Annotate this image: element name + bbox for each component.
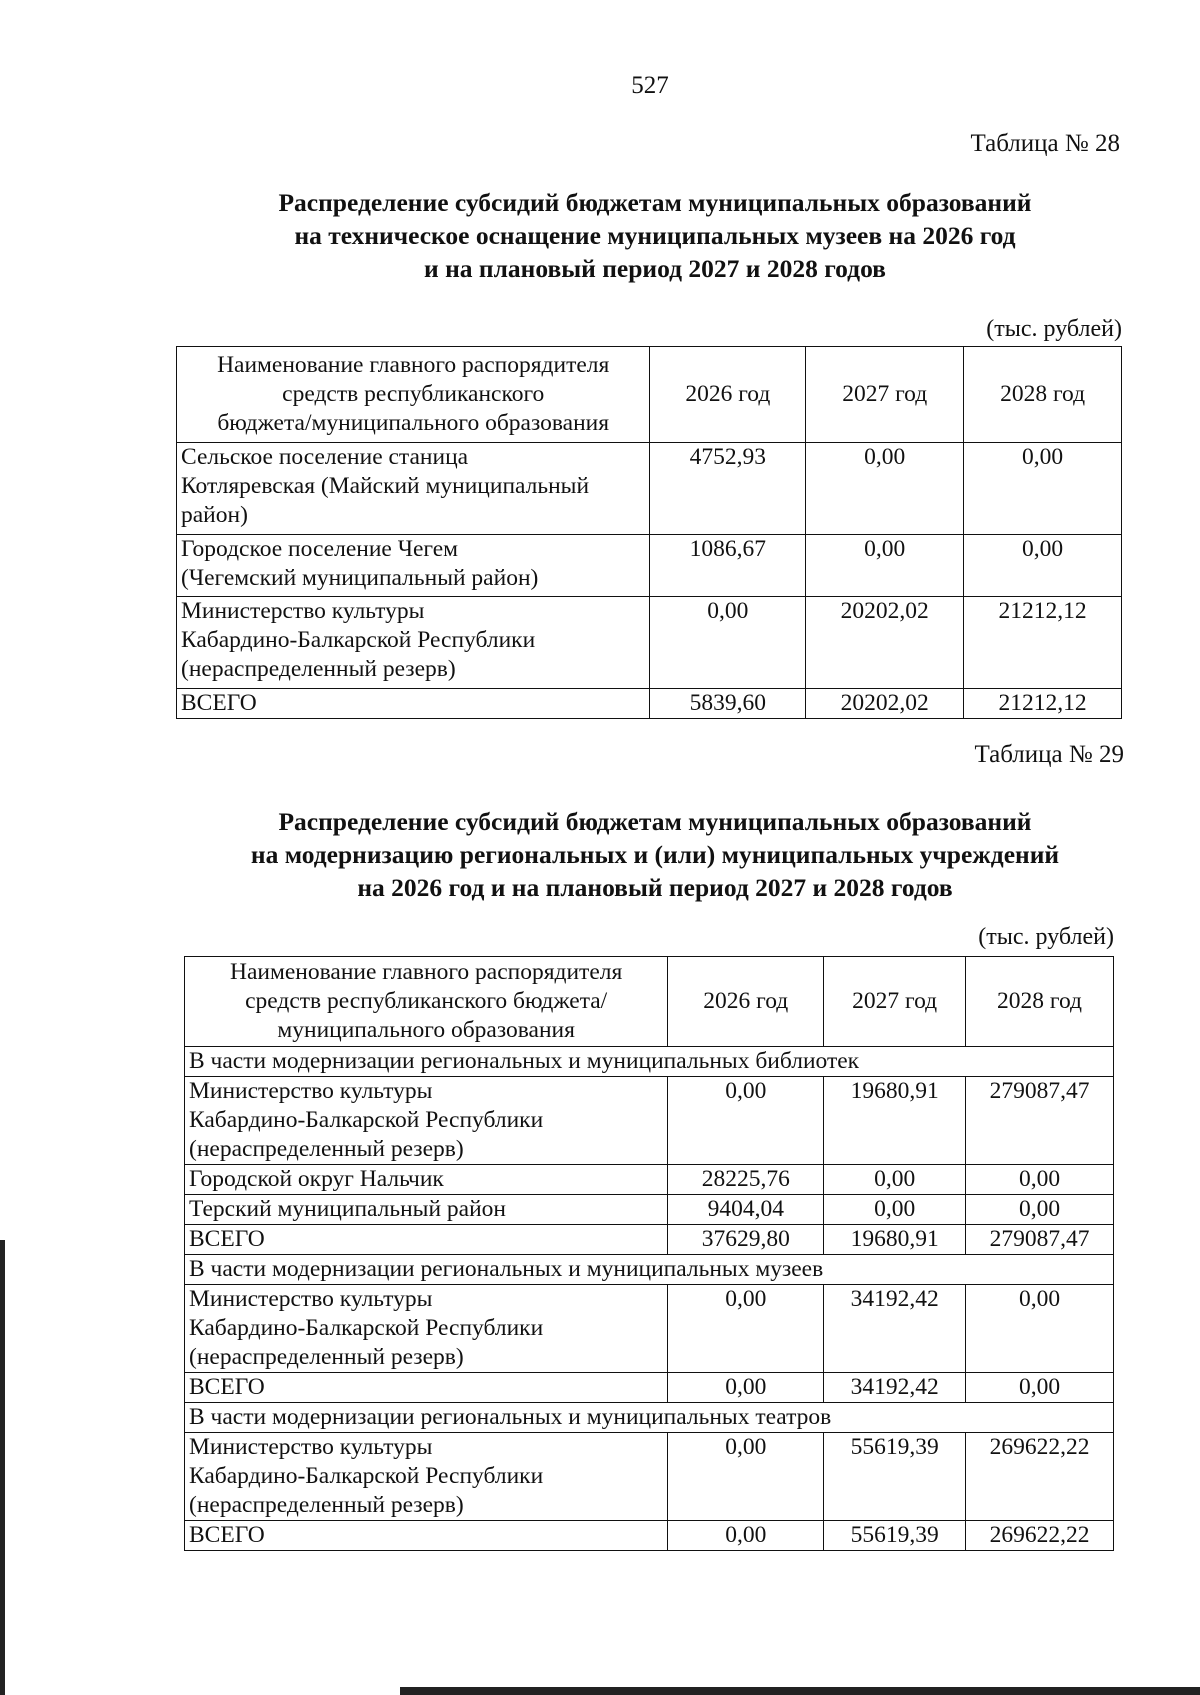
- row-name-line: (нераспределенный резерв): [189, 1492, 464, 1518]
- header-2027: 2027 год: [824, 957, 966, 1047]
- row-name-line: (Чегемский муниципальный район): [181, 565, 539, 591]
- page-number: 527: [631, 72, 669, 99]
- value-2028: 0,00: [966, 1285, 1114, 1373]
- row-name-line: Кабардино-Балкарской Республики: [189, 1107, 544, 1133]
- table-total-row: [185, 1225, 1114, 1255]
- table-29-title-line: на 2026 год и на плановый период 2027 и 2028 годов: [357, 873, 953, 902]
- header-line: муниципального образования: [277, 1017, 575, 1043]
- row-name-line: район): [181, 502, 248, 528]
- table-28-label: Таблица № 28: [970, 130, 1120, 157]
- row-name-line: (нераспределенный резерв): [181, 656, 456, 682]
- row-name-line: Кабардино-Балкарской Республики: [189, 1315, 544, 1341]
- value-2027: 0,00: [806, 535, 964, 597]
- value-2028: 0,00: [966, 1165, 1114, 1195]
- table-row: [177, 597, 1122, 689]
- value-2026: 5839,60: [650, 689, 806, 719]
- row-name-line: (нераспределенный резерв): [189, 1136, 464, 1162]
- value-2026: 9404,04: [668, 1195, 824, 1225]
- row-name: ВСЕГО: [185, 1225, 668, 1255]
- section-title: В части модернизации региональных и муниципальных музеев: [185, 1255, 1114, 1285]
- value-2028: 21212,12: [964, 689, 1122, 719]
- table-28-title-line: на техническое оснащение муниципальных музеев на 2026 год: [294, 221, 1016, 250]
- value-2028: 269622,22: [966, 1433, 1114, 1521]
- section-title: В части модернизации региональных и муниципальных библиотек: [185, 1047, 1114, 1077]
- table-row: [177, 535, 1122, 597]
- header-2026: 2026 год: [668, 957, 824, 1047]
- row-name: ВСЕГО: [185, 1521, 668, 1551]
- value-2028: 0,00: [966, 1195, 1114, 1225]
- row-name: Терский муниципальный район: [185, 1195, 668, 1225]
- scan-edge-left: [0, 1240, 5, 1695]
- value-2028: 269622,22: [966, 1521, 1114, 1551]
- value-2026: 0,00: [650, 597, 806, 689]
- row-name-line: Министерство культуры: [189, 1434, 433, 1460]
- value-2027: 20202,02: [806, 597, 964, 689]
- table-28-title-line: и на плановый период 2027 и 2028 годов: [424, 254, 886, 283]
- value-2026: 0,00: [668, 1373, 824, 1403]
- row-name: [185, 1433, 668, 1521]
- value-2026: 4752,93: [650, 443, 806, 535]
- value-2026: 0,00: [668, 1433, 824, 1521]
- row-name: ВСЕГО: [177, 689, 650, 719]
- value-2027: 20202,02: [806, 689, 964, 719]
- row-name: [185, 1285, 668, 1373]
- section-title: В части модернизации региональных и муниципальных театров: [185, 1403, 1114, 1433]
- row-name-line: Сельское поселение станица: [181, 444, 469, 470]
- table-28-title: [0, 186, 1200, 285]
- value-2026: 28225,76: [668, 1165, 824, 1195]
- value-2026: 37629,80: [668, 1225, 824, 1255]
- row-name-line: Кабардино-Балкарской Республики: [181, 627, 536, 653]
- row-name-line: (нераспределенный резерв): [189, 1344, 464, 1370]
- value-2026: 0,00: [668, 1077, 824, 1165]
- table-total-row: [185, 1521, 1114, 1551]
- table-29-title-line: на модернизацию региональных и (или) муниципальных учреждений: [250, 840, 1060, 869]
- value-2026: 0,00: [668, 1521, 824, 1551]
- value-2027: 19680,91: [824, 1077, 966, 1165]
- row-name: [177, 597, 650, 689]
- header-name-cell: [177, 347, 650, 443]
- row-name-line: Котляревская (Майский муниципальный: [181, 473, 590, 499]
- table-row: [185, 1165, 1114, 1195]
- row-name: [185, 1077, 668, 1165]
- value-2027: 19680,91: [824, 1225, 966, 1255]
- table-total-row: [177, 689, 1122, 719]
- table-29: [184, 956, 1114, 1551]
- table-row: [185, 1195, 1114, 1225]
- row-name: [177, 535, 650, 597]
- value-2028: 279087,47: [966, 1225, 1114, 1255]
- header-line: бюджета/муниципального образования: [217, 410, 610, 436]
- value-2027: 55619,39: [824, 1433, 966, 1521]
- table-row: [185, 1285, 1114, 1373]
- value-2027: 0,00: [806, 443, 964, 535]
- row-name: [177, 443, 650, 535]
- value-2027: 34192,42: [824, 1285, 966, 1373]
- section-row: [185, 1047, 1114, 1077]
- value-2027: 34192,42: [824, 1373, 966, 1403]
- section-row: [185, 1255, 1114, 1285]
- table-total-row: [185, 1373, 1114, 1403]
- table-header-row: [177, 347, 1122, 443]
- table-29-units: (тыс. рублей): [978, 924, 1114, 950]
- header-line: средств республиканского: [282, 381, 545, 407]
- value-2026: 1086,67: [650, 535, 806, 597]
- header-line: Наименование главного распорядителя: [230, 959, 623, 985]
- value-2028: 279087,47: [966, 1077, 1114, 1165]
- row-name-line: Министерство культуры: [181, 598, 425, 624]
- table-row: [185, 1433, 1114, 1521]
- value-2026: 0,00: [668, 1285, 824, 1373]
- table-28: [176, 346, 1122, 719]
- table-28-units: (тыс. рублей): [986, 316, 1122, 342]
- table-29-title-line: Распределение субсидий бюджетам муниципальных образований: [278, 807, 1032, 836]
- header-2028: 2028 год: [964, 347, 1122, 443]
- header-line: Наименование главного распорядителя: [217, 352, 610, 378]
- row-name-line: Министерство культуры: [189, 1286, 433, 1312]
- header-line: средств республиканского бюджета/: [245, 988, 608, 1014]
- row-name-line: Кабардино-Балкарской Республики: [189, 1463, 544, 1489]
- row-name: Городской округ Нальчик: [185, 1165, 668, 1195]
- row-name-line: Городское поселение Чегем: [181, 536, 459, 562]
- row-name: ВСЕГО: [185, 1373, 668, 1403]
- value-2028: 0,00: [966, 1373, 1114, 1403]
- header-2028: 2028 год: [966, 957, 1114, 1047]
- header-2027: 2027 год: [806, 347, 964, 443]
- value-2028: 0,00: [964, 535, 1122, 597]
- value-2027: 55619,39: [824, 1521, 966, 1551]
- row-name-line: Министерство культуры: [189, 1078, 433, 1104]
- section-row: [185, 1403, 1114, 1433]
- table-row: [185, 1077, 1114, 1165]
- scan-edge-bottom: [400, 1687, 1200, 1695]
- table-row: [177, 443, 1122, 535]
- table-29-label: Таблица № 29: [974, 741, 1124, 768]
- header-2026: 2026 год: [650, 347, 806, 443]
- value-2027: 0,00: [824, 1195, 966, 1225]
- header-name-cell: [185, 957, 668, 1047]
- table-header-row: [185, 957, 1114, 1047]
- value-2027: 0,00: [824, 1165, 966, 1195]
- table-29-title: [0, 805, 1200, 904]
- table-28-title-line: Распределение субсидий бюджетам муниципальных образований: [278, 188, 1032, 217]
- value-2028: 0,00: [964, 443, 1122, 535]
- value-2028: 21212,12: [964, 597, 1122, 689]
